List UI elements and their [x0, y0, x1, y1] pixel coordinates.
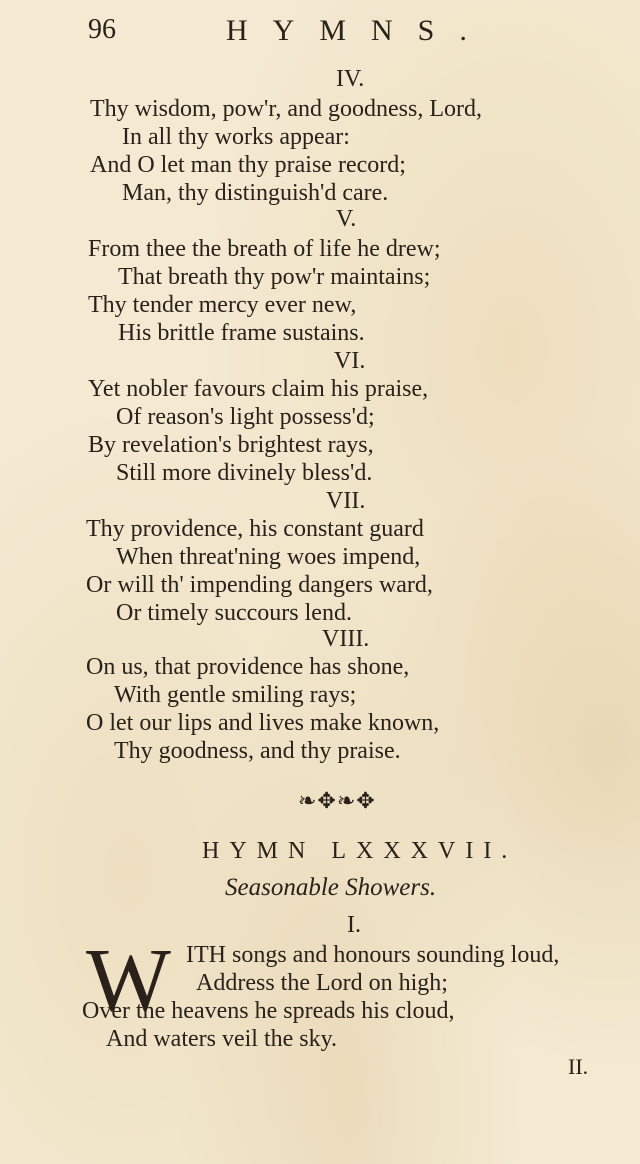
verse-line: And waters veil the sky. [106, 1026, 338, 1052]
verse-line: In all thy works appear: [122, 124, 350, 150]
verse-line: Still more divinely bless'd. [116, 460, 373, 486]
verse-line: That breath thy pow'r maintains; [118, 264, 431, 290]
verse-line: Thy providence, his constant guard [86, 516, 424, 542]
verse-line: Over the heavens he spreads his cloud, [82, 998, 455, 1024]
verse-line: Thy tender mercy ever new, [88, 292, 357, 318]
verse-line: Of reason's light possess'd; [116, 404, 375, 430]
verse-line: Address the Lord on high; [196, 970, 448, 996]
verse-line: O let our lips and lives make known, [86, 710, 440, 736]
page-number: 96 [88, 14, 116, 45]
verse-line: With gentle smiling rays; [114, 682, 357, 708]
verse-line: And O let man thy praise record; [90, 152, 406, 178]
verse-line: ITH songs and honours sounding loud, [186, 942, 560, 968]
verse-line: On us, that providence has shone, [86, 654, 410, 680]
verse-line: Thy goodness, and thy praise. [114, 738, 401, 764]
catchword: II. [568, 1054, 589, 1079]
drop-cap: W [86, 931, 171, 1030]
running-title: HYMNS. [226, 14, 492, 47]
stanza-numeral: VII. [326, 488, 366, 514]
verse-line: His brittle frame sustains. [118, 320, 365, 346]
stanza-numeral: V. [336, 206, 357, 232]
stanza-numeral: VI. [334, 348, 366, 374]
ornament-divider: ❧✥❧✥ [298, 788, 376, 813]
verse-line: When threat'ning woes impend, [116, 544, 421, 570]
stanza-numeral: I. [347, 912, 361, 938]
verse-line: Man, thy distinguish'd care. [122, 180, 389, 206]
hymn-subtitle: Seasonable Showers. [225, 874, 437, 901]
stanza-numeral: VIII. [322, 626, 370, 652]
hymn-title: HYMN LXXXVII. [202, 838, 518, 864]
verse-line: Or will th' impending dangers ward, [86, 572, 433, 598]
verse-line: Thy wisdom, pow'r, and goodness, Lord, [90, 96, 482, 122]
verse-line: By revelation's brightest rays, [88, 432, 374, 458]
verse-line: From thee the breath of life he drew; [88, 236, 441, 262]
stanza-numeral: IV. [336, 66, 365, 92]
verse-line: Yet nobler favours claim his praise, [88, 376, 429, 402]
verse-line: Or timely succours lend. [116, 600, 352, 626]
